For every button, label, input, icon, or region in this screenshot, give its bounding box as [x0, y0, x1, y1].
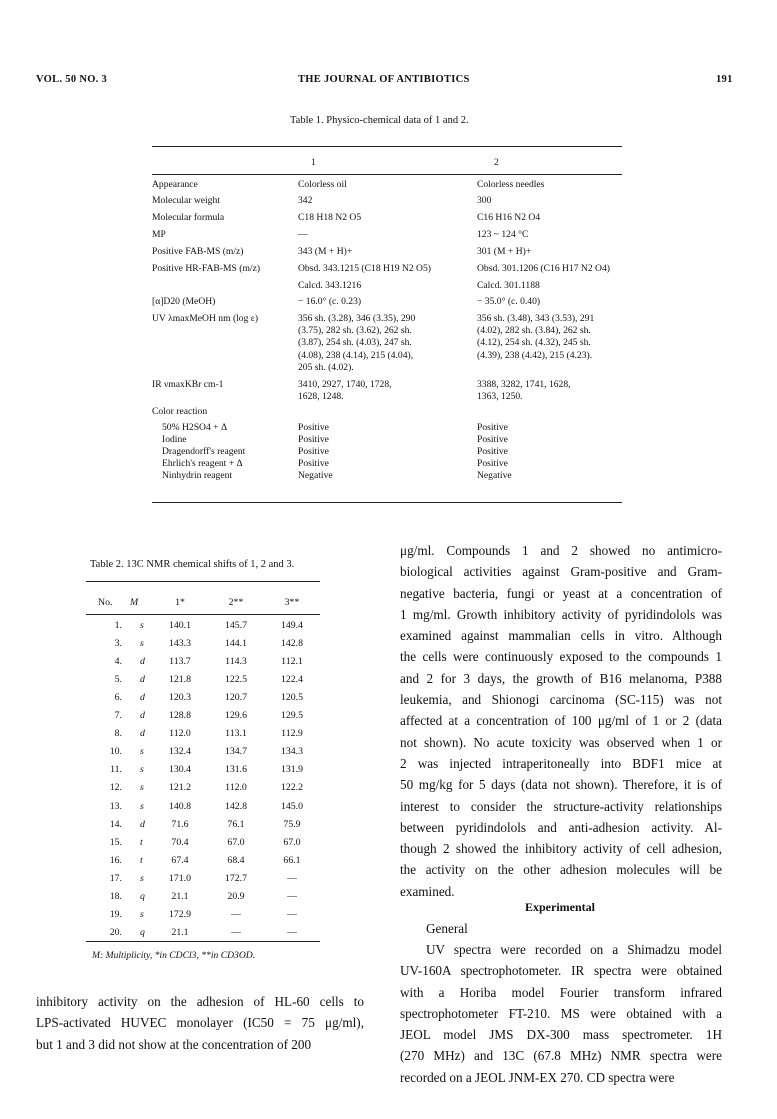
table2-cell: 8. — [114, 728, 122, 740]
text-line: UV-160A spectrophotometer. IR spectra were obtained — [400, 963, 722, 979]
section-title-experimental: Experimental — [525, 900, 595, 914]
table2-cell: 134.7 — [224, 746, 248, 758]
table1-row-value-2: Positive — [477, 434, 508, 445]
table2-cell: 140.1 — [168, 620, 192, 631]
table2-cell: d — [140, 818, 145, 830]
text-line: JEOL model JMS DX-300 mass spectrometer. 1H — [400, 1027, 722, 1043]
table1-row-label: Color reaction — [152, 406, 208, 417]
table2-cell: q — [140, 926, 145, 938]
table1-row-value-2: Positive — [477, 422, 508, 433]
table2-col-header: M — [130, 597, 139, 608]
table2-cell: d — [140, 674, 145, 686]
table2-cell: 113.1 — [225, 728, 247, 740]
table2-cell: 112.0 — [225, 782, 247, 794]
table2-cell: 149.4 — [280, 620, 304, 631]
table1-row-value-2: Positive — [477, 446, 508, 457]
text-line: spectrophotometer FT-210. MS were obtained with a — [400, 1005, 722, 1021]
table2-cell: 122.4 — [280, 674, 304, 686]
table2-cell: 145.0 — [280, 800, 304, 812]
table2-cell: 142.8 — [280, 638, 304, 650]
text-line: the cells were continuously exposed to the compounds 1 — [400, 649, 722, 665]
table1-row-value-1: Positive — [298, 434, 329, 445]
table2-cell: 15. — [109, 836, 122, 848]
text-line: biological activities against Gram-positive and Gram- — [400, 564, 722, 580]
table1-row-label: Positive FAB-MS (m/z) — [152, 246, 244, 257]
table1-row-label: IR νmaxKBr cm-1 — [152, 379, 224, 390]
text-line: affected at a concentration of 100 μg/ml of 1 or 2 (data — [400, 713, 722, 729]
table2-cell: 112.0 — [169, 728, 191, 740]
table1-row-label: Iodine — [162, 434, 187, 445]
table2-cell: 11. — [110, 764, 122, 776]
table2-top-rule — [86, 581, 320, 582]
table2-cell: — — [287, 890, 297, 902]
table1-row-value-1: — — [298, 229, 308, 240]
subsection-title-general: General — [426, 921, 468, 936]
text-line: 1 mg/ml. Growth inhibitory activity of pyridindolols was — [400, 606, 722, 622]
table2-cell: 121.2 — [168, 782, 192, 794]
table1-row-value-1: C18 H18 N2 O5 — [298, 212, 362, 223]
table1-caption: Table 1. Physico-chemical data of 1 and 2. — [290, 115, 469, 126]
table1-row-value-2: 300 — [477, 195, 492, 206]
experimental-text — [400, 939, 722, 1088]
table2-cell: 134.3 — [280, 746, 304, 758]
text-line: recorded on a JEOL JNM-EX 270. CD spectra were — [400, 1069, 675, 1085]
table2-cell: 140.8 — [168, 800, 192, 812]
table2-cell: 68.4 — [227, 854, 245, 866]
volume-label: VOL. 50 NO. 3 — [36, 74, 108, 85]
table2-cell: 18. — [109, 890, 122, 902]
table2-cell: t — [140, 854, 143, 866]
text-line: examined. — [400, 883, 455, 899]
table1-row-value-2: Colorless needles — [477, 179, 545, 190]
table2-cell: 14. — [109, 818, 122, 830]
table2-cell: 112.9 — [281, 728, 303, 740]
table1-row-label: Ninhydrin reagent — [162, 470, 233, 481]
table1-row-value-1: Colorless oil — [298, 179, 347, 190]
table1-row-value-1: Positive — [298, 422, 329, 433]
table1-row-value-1: 342 — [298, 195, 313, 206]
table2-cell: 17. — [109, 872, 122, 884]
table2-cell: 171.0 — [168, 872, 192, 884]
table1-row-value-1: Calcd. 343.1216 — [298, 280, 362, 291]
page-number: 191 — [716, 74, 733, 85]
table2-cell: 172.9 — [168, 908, 192, 920]
left-column-text — [36, 991, 364, 1055]
table1-row-label: Appearance — [152, 179, 198, 190]
table2-cell: 66.1 — [283, 854, 301, 866]
table1-top-rule — [152, 146, 622, 147]
table2-cell: 132.4 — [168, 746, 192, 758]
table2-cell: d — [140, 728, 145, 740]
table1-row-value-2: 3388, 3282, 1741, 1628, 1363, 1250. — [477, 379, 571, 403]
table2-cell: — — [287, 926, 297, 938]
text-line: with a Horiba model Fourier transform infrared — [400, 984, 722, 1000]
table2-cell: 21.1 — [171, 890, 189, 902]
table2-header-rule — [86, 614, 320, 615]
table2-cell: 20.9 — [227, 890, 245, 902]
table1-row-label: MP — [152, 229, 166, 240]
table2-cell: 131.6 — [224, 764, 248, 776]
text-line: not shown). No acute toxicity was observed when 1 or — [400, 734, 722, 750]
table1-col1-header: 1 — [311, 157, 316, 168]
journal-title: THE JOURNAL OF ANTIBIOTICS — [298, 74, 470, 85]
table1-row-value-1: Positive — [298, 458, 329, 469]
text-line: 2 was injected intraperitoneally into BDF1 mice at — [400, 755, 722, 771]
table2-cell: d — [140, 692, 145, 704]
table1-row-label: 50% H2SO4 + Δ — [162, 422, 228, 433]
table2-cell: q — [140, 890, 145, 902]
table2-cell: 13. — [109, 800, 122, 812]
table2-cell: 75.9 — [283, 818, 301, 830]
table2-cell: 120.5 — [280, 692, 304, 704]
text-line: UV spectra were recorded on a Shimadzu model — [426, 942, 722, 957]
table2-caption: Table 2. 13C NMR chemical shifts of 1, 2 and 3. — [90, 559, 295, 570]
table2-cell: d — [140, 656, 145, 668]
table1-row-value-2: − 35.0° (c. 0.40) — [477, 296, 541, 307]
text-line: LPS-activated HUVEC monolayer (IC50 = 75 μg/ml), — [36, 1015, 364, 1031]
table2-cell: 67.4 — [171, 854, 189, 866]
table2-cell: 131.9 — [280, 764, 304, 776]
table1-row-value-2: C16 H16 N2 O4 — [477, 212, 541, 223]
table2-cell: 76.1 — [227, 818, 245, 830]
table2-cell: 16. — [109, 854, 122, 866]
table2-cell: 12. — [109, 782, 122, 794]
right-column-text — [400, 540, 722, 902]
table1-header-rule — [152, 174, 622, 175]
table1-row-value-1: Obsd. 343.1215 (C18 H19 N2 O5) — [298, 263, 431, 274]
table1-row-value-2: Obsd. 301.1206 (C16 H17 N2 O4) — [477, 263, 610, 274]
table2-cell: 20. — [109, 926, 122, 938]
table2-cell: — — [231, 926, 241, 938]
text-line: the activity on the other adhesion molecules will be — [400, 862, 722, 878]
table2-cell: 142.8 — [224, 800, 248, 812]
table1-bottom-rule — [152, 502, 622, 503]
table1-row-label: Positive HR-FAB-MS (m/z) — [152, 263, 261, 274]
table1-row-value-2: Calcd. 301.1188 — [477, 280, 540, 291]
table2-cell: 120.7 — [224, 692, 248, 704]
table2-cell: d — [140, 710, 145, 722]
table1-row-value-1: − 16.0° (c. 0.23) — [298, 296, 362, 307]
table2-cell: 143.3 — [168, 638, 192, 650]
table2-cell: 7. — [114, 710, 122, 722]
table2-cell: t — [140, 836, 143, 848]
text-line: examined against mammalian cells in vitro. Although — [400, 628, 722, 644]
table2-cell: 19. — [109, 908, 122, 920]
text-line: μg/ml. Compounds 1 and 2 showed no antimicro- — [400, 543, 722, 558]
table2-cell: s — [140, 908, 144, 920]
table2-bottom-rule — [86, 941, 320, 942]
table1-col2-header: 2 — [494, 157, 499, 168]
table2-cell: 3. — [114, 638, 122, 650]
table2-footnote: M: Multiplicity, *in CDCl3, **in CD3OD. — [92, 950, 256, 961]
table1-row-value-1: Negative — [298, 470, 333, 481]
table2-cell: — — [287, 908, 297, 920]
table2-cell: s — [140, 800, 144, 812]
table1-row-label: Molecular weight — [152, 195, 220, 206]
text-line: (270 MHz) and 13C (67.8 MHz) NMR spectra were — [400, 1048, 722, 1064]
table2-cell: 71.6 — [171, 818, 189, 830]
table1-row-value-1: Positive — [298, 446, 329, 457]
table2-cell: s — [140, 746, 144, 758]
text-line: and 2 for 3 days, the growth of B16 melanoma, P388 — [400, 670, 722, 686]
table1-row-value-2: 301 (M + H)+ — [477, 246, 532, 257]
table2-cell: 122.5 — [224, 674, 248, 686]
table2-cell: 145.7 — [224, 620, 248, 631]
table2-cell: s — [140, 620, 144, 631]
table2-cell: 172.7 — [224, 872, 248, 884]
table2-cell: 144.1 — [224, 638, 248, 650]
text-line: leukemia, and Shionogi carcinoma (SC-115) was not — [400, 692, 722, 708]
text-line: between pyridindolols and anti-adhesion activity. Al- — [400, 819, 722, 835]
table2-cell: — — [231, 908, 241, 920]
table2-cell: s — [140, 638, 144, 650]
table2-cell: 130.4 — [168, 764, 192, 776]
table2-cell: s — [140, 872, 144, 884]
table2-cell: — — [287, 872, 297, 884]
table2-cell: s — [140, 782, 144, 794]
table2-cell: 129.6 — [224, 710, 248, 722]
table1-row-label: [α]D20 (MeOH) — [152, 296, 216, 307]
table2-col-header: No. — [98, 597, 113, 608]
table2-col-header: 2** — [228, 597, 244, 608]
table2-cell: 70.4 — [171, 836, 189, 848]
table1-row-value-1: 343 (M + H)+ — [298, 246, 353, 257]
table1-row-label: UV λmaxMeOH nm (log ε) — [152, 313, 259, 324]
table1-row-value-1: 356 sh. (3.28), 346 (3.35), 290 (3.75), 282 sh. (3.62), 262 sh. (3.87), 254 sh. (4.03), 247 sh. (4.08), 238 (4.14), 215 (4.04), 205 sh. (4.02). — [298, 313, 416, 373]
table2-col-header: 1* — [175, 597, 185, 608]
text-line: 50 mg/kg for 5 days (data not shown). Therefore, it is of — [400, 777, 722, 793]
text-line: interest to consider the structure-activity relationships — [400, 798, 722, 814]
table2-cell: 10. — [109, 746, 122, 758]
text-line: inhibitory activity on the adhesion of HL-60 cells to — [36, 994, 364, 1009]
table2-cell: s — [140, 764, 144, 776]
table2-cell: 1. — [114, 620, 122, 631]
text-line: negative bacteria, fungi or yeast at a concentration of — [400, 585, 722, 601]
table2-cell: 112.1 — [281, 656, 303, 668]
table1-row-label: Ehrlich's reagent + Δ — [162, 458, 243, 469]
table1-row-value-2: Negative — [477, 470, 512, 481]
table1-row-label: Molecular formula — [152, 212, 225, 223]
table2-cell: 121.8 — [168, 674, 192, 686]
text-line: though 2 showed the inhibitory activity of cell adhesion, — [400, 841, 722, 857]
table2-cell: 67.0 — [227, 836, 245, 848]
table2-cell: 67.0 — [283, 836, 301, 848]
table2-cell: 4. — [114, 656, 122, 668]
table2-cell: 21.1 — [171, 926, 189, 938]
table1-row-label: Dragendorff's reagent — [162, 446, 246, 457]
table2-cell: 114.3 — [225, 656, 247, 668]
table1-row-value-2: Positive — [477, 458, 508, 469]
table1-row-value-2: 356 sh. (3.48), 343 (3.53), 291 (4.02), 282 sh. (3.84), 262 sh. (4.12), 254 sh. (4.32), 245 sh. (4.39), 238 (4.42), 215 (4.23). — [477, 313, 595, 361]
table2-cell: 128.8 — [168, 710, 192, 722]
table2-cell: 5. — [114, 674, 122, 686]
table2-col-header: 3** — [284, 597, 300, 608]
table2-cell: 120.3 — [168, 692, 192, 704]
table2-cell: 129.5 — [280, 710, 304, 722]
table1-row-value-2: 123 ~ 124 °C — [477, 229, 529, 240]
table1-row-value-1: 3410, 2927, 1740, 1728, 1628, 1248. — [298, 379, 392, 403]
table2-cell: 113.7 — [169, 656, 191, 668]
text-line: but 1 and 3 did not show at the concentration of 200 — [36, 1036, 312, 1052]
table2-cell: 122.2 — [280, 782, 304, 794]
table2-cell: 6. — [114, 692, 122, 704]
